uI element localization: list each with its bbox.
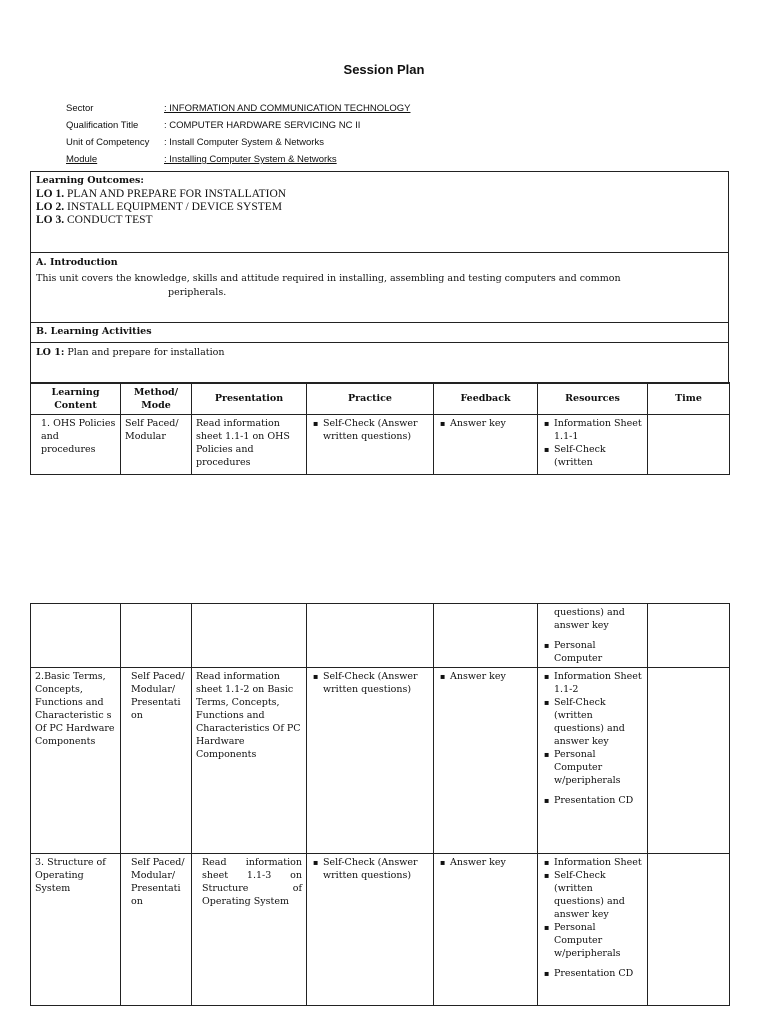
meta-value: : COMPUTER HARDWARE SERVICING NC II (164, 120, 361, 131)
col-header: Feedback (434, 383, 538, 415)
list-item: ▪ Information Sheet 1.1-1 (554, 417, 643, 443)
list-item: ▪ Answer key (450, 670, 533, 683)
session-plan-box (30, 171, 729, 384)
list-item: ▪ Self-Check (written questions) and answer key (554, 696, 643, 748)
cell-time (648, 854, 730, 1006)
col-header: Time (648, 383, 730, 415)
lo-item: LO 1. PLAN AND PREPARE FOR INSTALLATION (36, 188, 287, 200)
cell-content: 1. OHS Policies and procedures (31, 415, 121, 475)
activities-table-continued (30, 603, 730, 1006)
col-header: Resources (538, 383, 648, 415)
list-item: ▪ Self-Check (Answer written questions) (323, 856, 429, 882)
cell-presentation: Read information sheet 1.1-3 on Structure of Operating System (192, 854, 307, 1006)
meta-label: Unit of Competency (66, 137, 150, 148)
meta-label: Qualification Title (66, 120, 139, 131)
resource-continued: questions) and answer key (554, 607, 625, 631)
introduction-section (31, 253, 728, 323)
introduction-text: This unit covers the knowledge, skills and attitude required in installing, assembling and testing computers and common (36, 273, 621, 284)
table-header-row (31, 383, 730, 415)
cell-practice (307, 604, 434, 668)
list-item: ▪ Self-Check (Answer written questions) (323, 417, 429, 443)
activities-table (30, 382, 730, 475)
cell-presentation: Read information sheet 1.1-2 on Basic Terms, Concepts, Functions and Characteristics Of PC Hardware Components (192, 668, 307, 854)
table-row (31, 668, 730, 854)
cell-feedback (434, 415, 538, 475)
cell-content: 3. Structure of Operating System (31, 854, 121, 1006)
list-item: ▪ Self-Check (written questions) and answer key (554, 869, 643, 921)
cell-practice (307, 415, 434, 475)
lo1-section (31, 343, 728, 383)
cell-practice (307, 668, 434, 854)
lo1-title: LO 1: Plan and prepare for installation (36, 347, 225, 358)
cell-content: 2.Basic Terms, Concepts, Functions and Characteristic s Of PC Hardware Components (31, 668, 121, 854)
list-item: ▪ Answer key (450, 417, 533, 430)
introduction-text-cont: peripherals. (168, 287, 227, 298)
meta-value: : Installing Computer System & Networks (164, 154, 337, 165)
list-item: ▪ Self-Check (Answer written questions) (323, 670, 429, 696)
cell-resources (538, 668, 648, 854)
list-item: ▪ Personal Computer (554, 639, 643, 665)
cell-presentation (192, 604, 307, 668)
meta-label: Module (66, 154, 98, 165)
header-meta (66, 100, 410, 168)
table-row (31, 604, 730, 668)
list-item: ▪ Self-Check (written (554, 443, 643, 469)
meta-value: : Install Computer System & Networks (164, 137, 324, 148)
meta-label: Sector (66, 103, 94, 114)
cell-resources (538, 415, 648, 475)
learning-outcomes-heading: Learning Outcomes: (36, 175, 144, 186)
learning-outcomes-section (31, 172, 728, 253)
col-header: Presentation (192, 383, 307, 415)
activities-heading: B. Learning Activities (36, 326, 152, 337)
activities-heading-section (31, 323, 728, 343)
meta-row-unit (66, 134, 410, 151)
list-item: ▪ Personal Computer w/peripherals (554, 921, 643, 960)
list-item: ▪ Presentation CD (554, 794, 643, 807)
col-header: Learning Content (31, 383, 121, 415)
table-row (31, 415, 730, 475)
cell-method (121, 604, 192, 668)
cell-content (31, 604, 121, 668)
list-item: ▪ Information Sheet 1.1-2 (554, 670, 643, 696)
cell-time (648, 604, 730, 668)
meta-row-module (66, 151, 410, 168)
cell-resources (538, 604, 648, 668)
cell-feedback (434, 604, 538, 668)
cell-feedback (434, 668, 538, 854)
list-item: ▪ Information Sheet (554, 856, 643, 869)
introduction-heading: A. Introduction (36, 257, 118, 268)
lo-item: LO 2. INSTALL EQUIPMENT / DEVICE SYSTEM (36, 201, 283, 213)
page-title: Session Plan (343, 62, 425, 77)
cell-method: Self Paced/ Modular/ Presentati on (121, 668, 192, 854)
cell-time (648, 415, 730, 475)
lo-item: LO 3. CONDUCT TEST (36, 214, 153, 226)
meta-row-sector (66, 100, 410, 117)
col-header: Practice (307, 383, 434, 415)
table-row (31, 854, 730, 1006)
cell-time (648, 668, 730, 854)
cell-resources (538, 854, 648, 1006)
col-header: Method/ Mode (121, 383, 192, 415)
list-item: ▪ Personal Computer w/peripherals (554, 748, 643, 787)
cell-method: Self Paced/ Modular/ Presentati on (121, 854, 192, 1006)
meta-value: : INFORMATION AND COMMUNICATION TECHNOLOGY (164, 103, 411, 114)
cell-practice (307, 854, 434, 1006)
cell-presentation: Read information sheet 1.1-1 on OHS Policies and procedures (192, 415, 307, 475)
list-item: ▪ Answer key (450, 856, 533, 869)
cell-feedback (434, 854, 538, 1006)
meta-row-qualification (66, 117, 410, 134)
list-item: ▪ Presentation CD (554, 967, 643, 980)
cell-method: Self Paced/ Modular (121, 415, 192, 475)
